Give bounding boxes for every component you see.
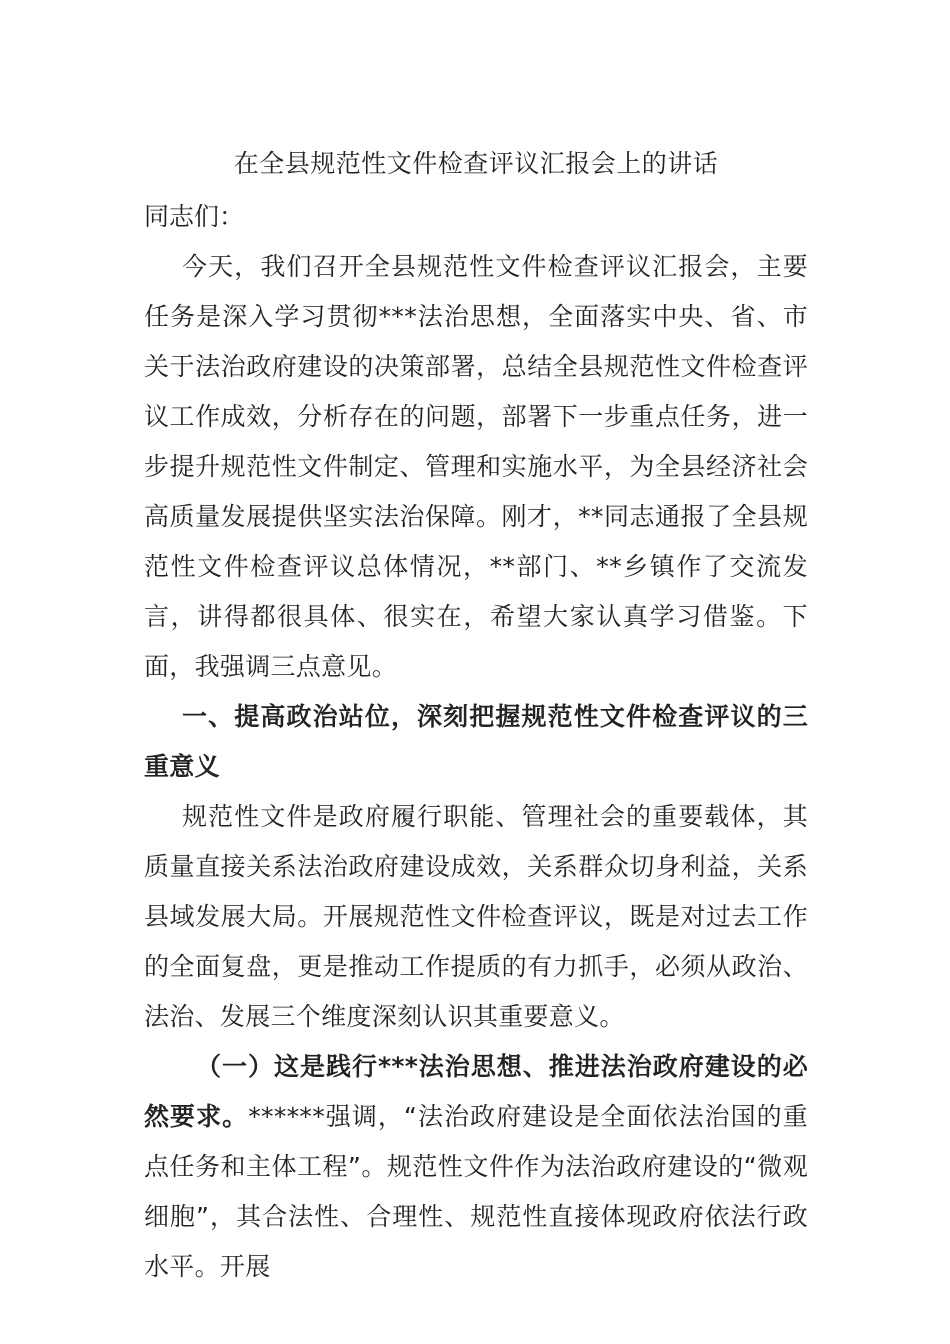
section-1-paragraph: 规范性文件是政府履行职能、管理社会的重要载体，其质量直接关系法治政府建设成效，关系群众切身利益，关系县域发展大局。开展规范性文件检查评议，既是对过去工作的全面复盘，更是推动工作提质的有力抓手，必须从政治、法治、发展三个维度深刻认识其重要意义。 bbox=[144, 802, 808, 1031]
subsection-1-heading: （一）这是践行***法治思想、推进法治政府建设的必然要求。 bbox=[144, 1052, 808, 1131]
document-body bbox=[144, 142, 808, 1292]
document-title: 在全县规范性文件检查评议汇报会上的讲话 bbox=[233, 149, 719, 178]
subsection-1-paragraph bbox=[144, 1042, 808, 1292]
subsection-1-text: ******强调，“法治政府建设是全面依法治国的重点任务和主体工程”。规范性文件作为法治政府建设的“微观细胞”，其合法性、合理性、规范性直接体现政府依法行政水平。开展 bbox=[144, 1102, 808, 1281]
intro-paragraph: 今天，我们召开全县规范性文件检查评议汇报会，主要任务是深入学习贯彻***法治思想，全面落实中央、省、市关于法治政府建设的决策部署，总结全县规范性文件检查评议工作成效，分析存在的问题，部署下一步重点任务，进一步提升规范性文件制定、管理和实施水平，为全县经济社会高质量发展提供坚实法治保障。刚才，**同志通报了全县规范性文件检查评议总体情况，**部门、**乡镇作了交流发言，讲得都很具体、很实在，希望大家认真学习借鉴。下面，我强调三点意见。 bbox=[144, 252, 808, 681]
salutation: 同志们： bbox=[144, 202, 245, 231]
section-1-heading: 一、提高政治站位，深刻把握规范性文件检查评议的三重意义 bbox=[144, 702, 808, 781]
